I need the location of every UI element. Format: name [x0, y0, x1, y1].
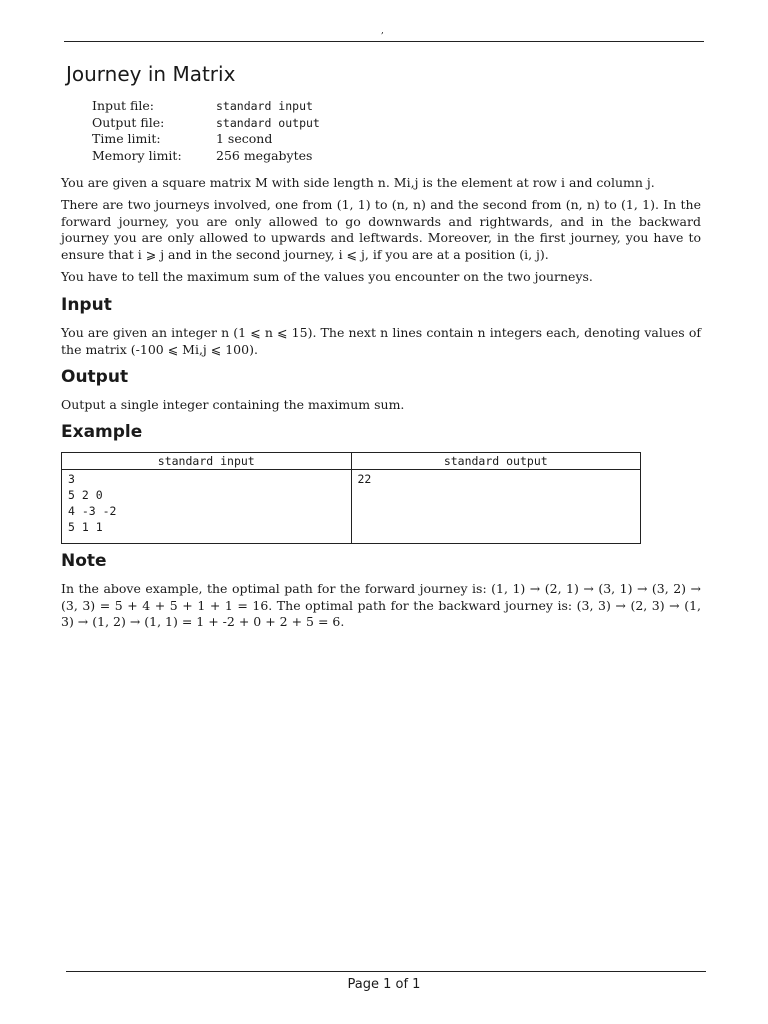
- example-output-cell: [351, 470, 641, 544]
- example-input-line: 5 1 1: [68, 520, 103, 534]
- statement-paragraph-3: You have to tell the maximum sum of the values you encounter on the two journeys.: [61, 269, 593, 284]
- note-heading: Note: [61, 551, 107, 571]
- limits-table: [92, 98, 320, 164]
- limit-row-input-file: [92, 98, 320, 115]
- example-input-line: 5 2 0: [68, 488, 103, 502]
- limit-value: standard output: [216, 115, 320, 130]
- problem-title: Journey in Matrix: [66, 62, 236, 86]
- header-mark: ,: [381, 26, 384, 36]
- footer-rule: [66, 971, 706, 972]
- example-output-line: 22: [357, 472, 372, 486]
- limit-value: standard input: [216, 99, 313, 113]
- example-table: [61, 452, 641, 544]
- output-description: Output a single integer containing the maximum sum.: [61, 397, 405, 412]
- example-input-line: 4 -3 -2: [68, 504, 117, 518]
- input-description: You are given an integer n (1 ⩽ n ⩽ 15). The next n lines contain n integers each, denoting values of the matrix (-100 ⩽ Mi,j ⩽ 100).: [61, 325, 701, 357]
- example-input-line: 3: [68, 472, 75, 486]
- page-number: Page 1 of 1: [347, 977, 421, 992]
- limit-key: Output file:: [92, 114, 165, 130]
- limit-row-time: [92, 131, 320, 148]
- header-rule: [64, 41, 704, 42]
- limit-value: 1 second: [216, 131, 273, 146]
- example-heading: Example: [61, 422, 143, 442]
- example-input-header: standard input: [62, 453, 352, 470]
- note-text: In the above example, the optimal path for the forward journey is: (1, 1) → (2, 1) → (3, 1) → (3, 2) → (3, 3) = 5 + 4 + 5 + 1 + 1 = 16. The optimal path for the backward journey is: (3, 3) → (2, 3) → (1, 3) → (1, 2) → (1, 1) = 1 + -2 + 0 + 2 + 5 = 6.: [61, 581, 701, 629]
- example-output-header: standard output: [351, 453, 641, 470]
- input-heading: Input: [61, 295, 112, 315]
- limit-row-memory: [92, 148, 320, 165]
- limit-key: Time limit:: [92, 131, 161, 146]
- limit-key: Memory limit:: [92, 147, 182, 163]
- output-heading: Output: [61, 367, 129, 387]
- statement-paragraph-1: You are given a square matrix M with side length n. Mi,j is the element at row i and column j.: [61, 175, 655, 190]
- limit-key: Input file:: [92, 98, 154, 113]
- example-input-cell: [62, 470, 352, 544]
- limit-value: 256 megabytes: [216, 147, 313, 163]
- limit-row-output-file: [92, 115, 320, 132]
- statement-paragraph-2: There are two journeys involved, one from (1, 1) to (n, n) and the second from (n, n) to (1, 1). In the forward journey, you are only allowed to go downwards and rightwards, and in the backward journey you are only allowed to upwards and leftwards. Moreover, in the first journey, you have to ensure that i ⩾ j and in the second journey, i ⩽ j, if you are at a position (i, j).: [61, 197, 701, 262]
